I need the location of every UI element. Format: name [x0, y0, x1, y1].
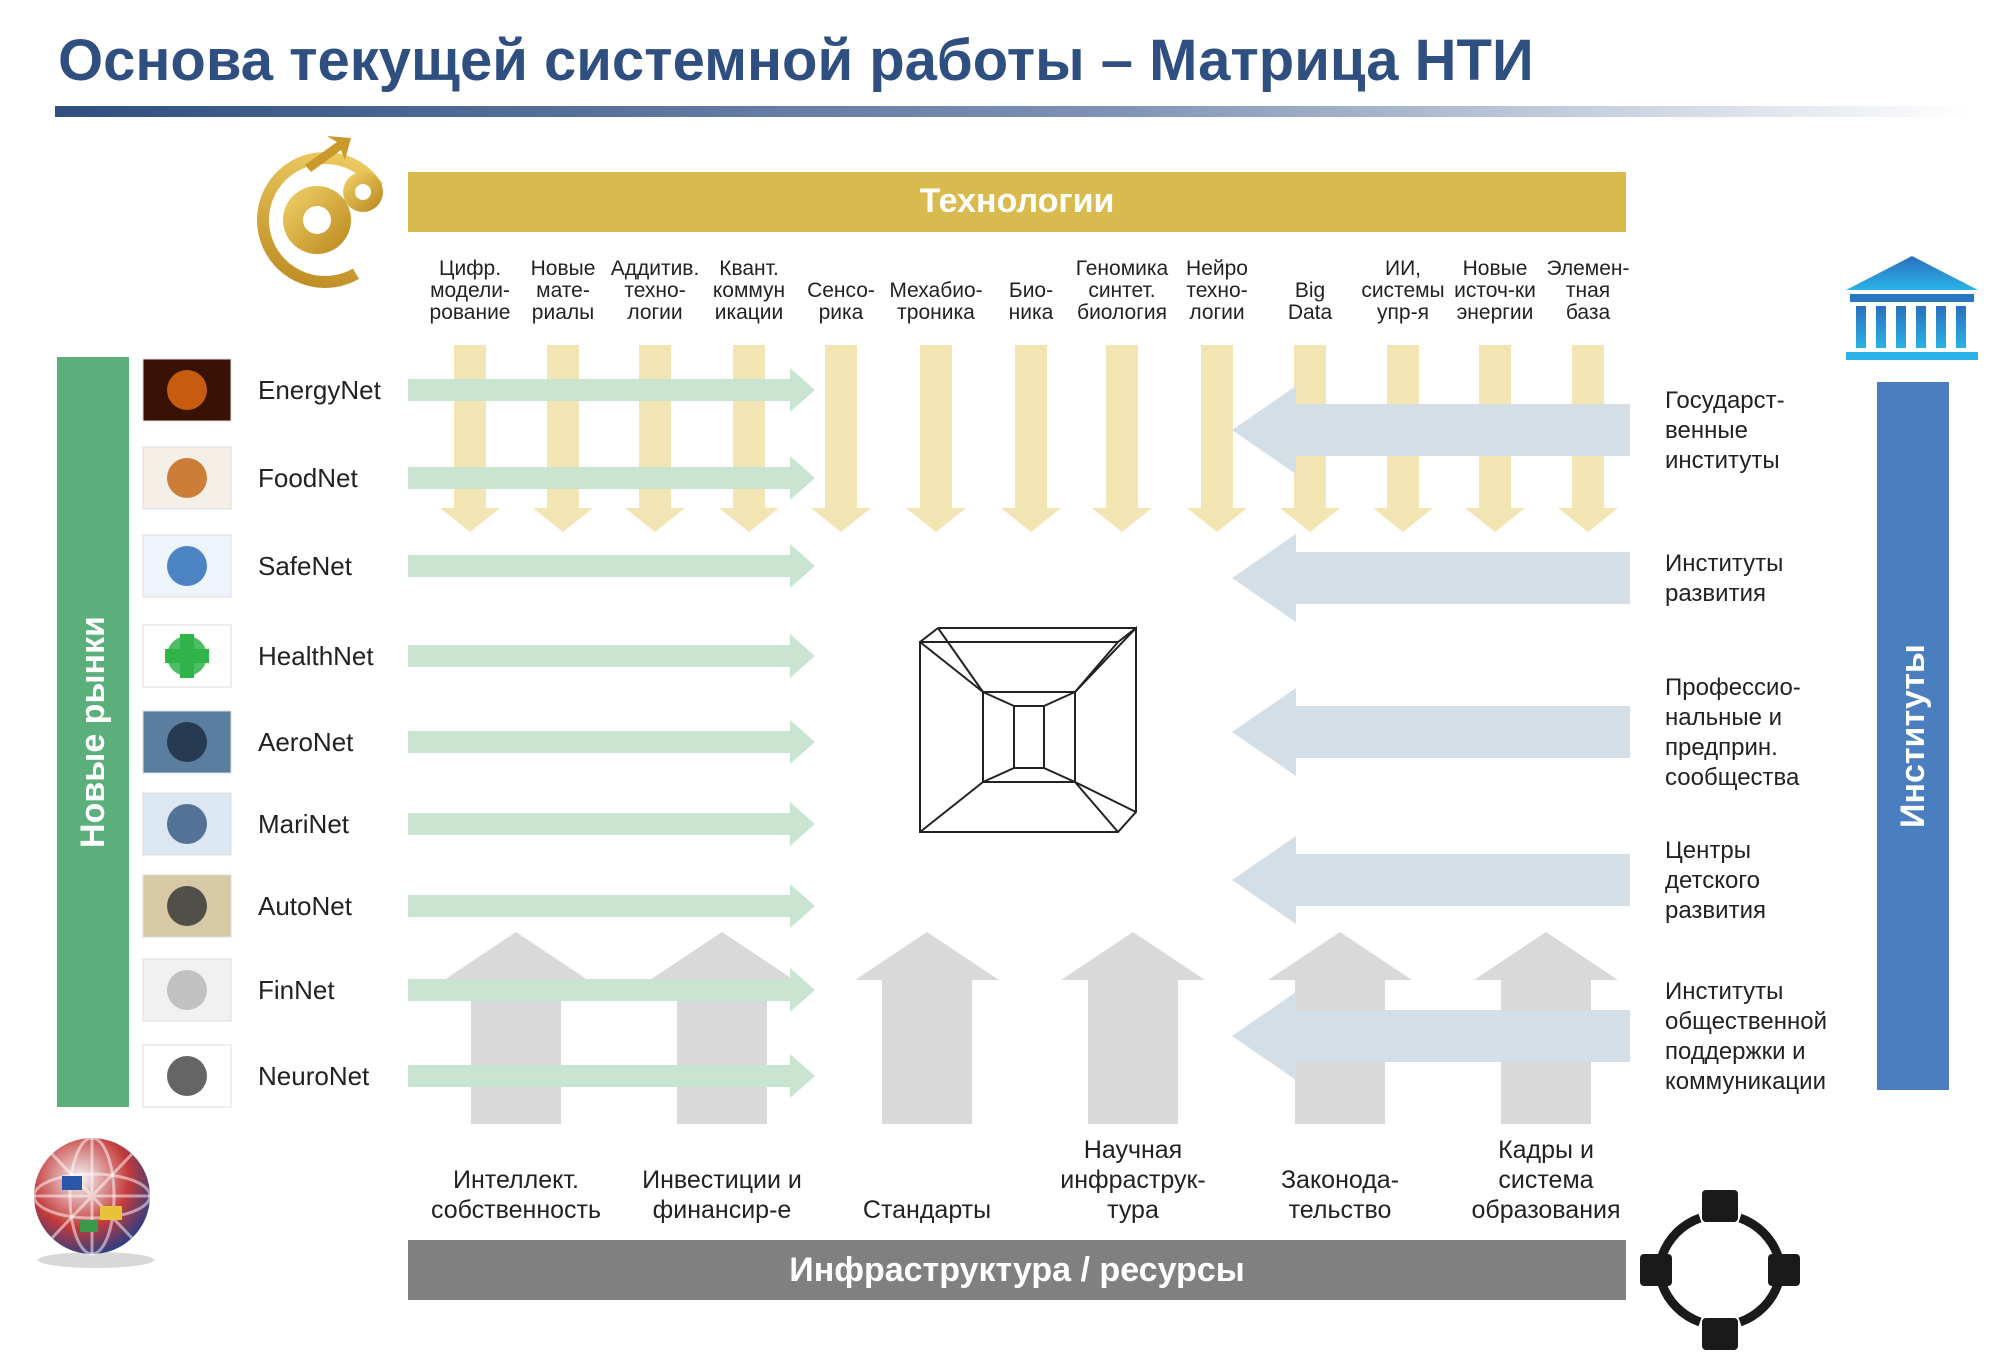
technology-label-line: коммун: [712, 279, 786, 302]
infrastructure-label: [642, 1166, 802, 1224]
technology-label: [713, 257, 785, 324]
infrastructure-header: Инфраструктура / ресурсы: [789, 1251, 1245, 1289]
technology-label-line: Data: [1287, 301, 1333, 324]
building-columns-icon: [1846, 256, 1978, 360]
infrastructure-label-line: собственность: [430, 1196, 602, 1224]
technology-label-line: рика: [818, 301, 864, 324]
title-underline: [55, 106, 1970, 117]
infrastructure-arrow: [650, 932, 794, 1124]
technology-label-line: упр-я: [1377, 301, 1429, 324]
market-arrow: [408, 544, 815, 588]
infrastructure-labels: [431, 1136, 1621, 1224]
institute-label-line: венные: [1665, 417, 1748, 444]
infrastructure-label-line: Интеллект.: [453, 1166, 579, 1194]
technology-label: [1546, 257, 1629, 324]
technology-label: [1454, 257, 1536, 324]
technology-arrow: [1001, 345, 1061, 532]
infrastructure-label-line: образования: [1471, 1196, 1621, 1224]
technology-labels: [430, 257, 1630, 324]
institute-label-line: поддержки и: [1665, 1038, 1806, 1065]
technology-label-line: Квант.: [719, 257, 779, 280]
infrastructure-label-line: система: [1498, 1166, 1594, 1194]
technology-label-line: энергии: [1456, 301, 1534, 324]
infrastructure-label: [1471, 1136, 1620, 1224]
technology-arrow: [906, 345, 966, 532]
technology-arrow: [1092, 345, 1152, 532]
institute-label-line: предприн.: [1665, 734, 1778, 761]
market-arrow: [408, 720, 815, 764]
aeronet-thumbnail-icon: [143, 711, 231, 773]
technology-label-line: база: [1565, 301, 1611, 324]
technology-label-line: ИИ,: [1384, 257, 1422, 280]
neuronet-thumbnail-icon: [143, 1045, 231, 1107]
technologies-header: Технологии: [919, 182, 1115, 220]
market-thumbnails: [143, 359, 231, 1107]
market-arrow: [408, 802, 815, 846]
institute-label-line: коммуникации: [1665, 1068, 1826, 1095]
infrastructure-label-line: Стандарты: [862, 1196, 992, 1224]
technology-arrow: [440, 345, 500, 532]
institute-label-line: сообщества: [1665, 764, 1800, 791]
technology-label: [1076, 257, 1169, 324]
safenet-thumbnail-icon: [143, 535, 231, 597]
infrastructure-label-line: Кадры и: [1498, 1136, 1594, 1164]
energynet-thumbnail-icon: [143, 359, 231, 421]
technology-label-line: системы: [1361, 279, 1445, 302]
technology-label-line: Элемен-: [1546, 257, 1630, 280]
technology-label-line: Big: [1294, 279, 1326, 302]
technology-label-line: тная: [1565, 279, 1611, 302]
network-nodes-icon: [1640, 1190, 1800, 1350]
institute-label: [1665, 674, 1801, 791]
technology-label-line: логии: [1189, 301, 1245, 324]
technology-label-line: Био-: [1008, 279, 1054, 302]
technology-label: [430, 257, 511, 324]
technology-label-line: Новые: [530, 257, 596, 280]
technology-label-line: икации: [714, 301, 784, 324]
infrastructure-arrow: [1061, 932, 1205, 1124]
institute-label: [1665, 387, 1785, 474]
market-label: NeuroNet: [258, 1061, 370, 1091]
institute-label-line: развития: [1665, 580, 1766, 607]
institute-label-line: Профессио-: [1665, 674, 1801, 701]
technology-label-line: Мехабио-: [889, 279, 983, 302]
technology-arrow: [1187, 345, 1247, 532]
technology-label: [1288, 279, 1333, 324]
market-labels: [258, 375, 382, 1091]
technology-label-line: Цифр.: [438, 257, 502, 280]
technology-label-line: ника: [1008, 301, 1054, 324]
autonet-thumbnail-icon: [143, 875, 231, 937]
tesseract-icon: [920, 628, 1136, 832]
technology-label-line: мате-: [536, 279, 590, 302]
technology-label-line: Сенсо-: [807, 279, 875, 302]
technology-label-line: биология: [1077, 301, 1167, 324]
institute-label-line: развития: [1665, 897, 1766, 924]
technology-label-line: источ-ки: [1454, 279, 1536, 302]
page-title: Основа текущей системной работы – Матрица НТИ: [58, 28, 1534, 93]
technology-label: [807, 279, 875, 324]
technology-label-line: логии: [627, 301, 683, 324]
infrastructure-label-line: финансир-е: [652, 1196, 792, 1224]
technology-label: [889, 279, 982, 324]
market-arrows: [408, 368, 815, 1098]
technology-label-line: синтет.: [1088, 279, 1156, 302]
institute-label: [1665, 837, 1766, 924]
gear-arrow-icon: [240, 135, 409, 304]
technology-label-line: Новые: [1462, 257, 1528, 280]
technology-arrow: [719, 345, 779, 532]
infrastructure-arrow: [444, 932, 588, 1124]
technology-label: [1009, 279, 1054, 324]
finnet-thumbnail-icon: [143, 959, 231, 1021]
market-label: AutoNet: [258, 891, 352, 921]
technology-label-line: Аддитив.: [610, 257, 700, 280]
market-label: AeroNet: [258, 727, 354, 757]
institute-label-line: Институты: [1665, 978, 1784, 1005]
technology-label: [611, 257, 700, 324]
institute-label-line: детского: [1665, 867, 1760, 894]
institute-label-line: Центры: [1665, 837, 1751, 864]
market-label: EnergyNet: [258, 375, 381, 405]
institute-label: [1665, 550, 1783, 607]
market-label: SafeNet: [258, 551, 352, 581]
technology-label-line: техно-: [1186, 279, 1248, 302]
technology-label-line: Геномика: [1075, 257, 1169, 280]
technology-arrow: [625, 345, 685, 532]
institute-arrow: [1232, 386, 1630, 474]
institute-label-line: Государст-: [1665, 387, 1785, 414]
technology-label-line: троника: [897, 301, 975, 324]
infrastructure-label: [863, 1196, 991, 1224]
technology-arrow: [811, 345, 871, 532]
technology-label-line: рование: [429, 301, 511, 324]
infrastructure-label-line: тельство: [1288, 1196, 1392, 1224]
infrastructure-label: [1281, 1166, 1399, 1224]
technology-label-line: Нейро: [1186, 257, 1248, 280]
institute-label-line: общественной: [1665, 1008, 1827, 1035]
technology-arrow: [533, 345, 593, 532]
market-arrow: [408, 884, 815, 928]
infrastructure-arrow: [855, 932, 999, 1124]
institutes-header: Институты: [1894, 644, 1932, 828]
institute-arrow: [1232, 688, 1630, 776]
marinet-thumbnail-icon: [143, 793, 231, 855]
technology-label: [531, 257, 596, 324]
globe-flags-icon: [34, 1138, 154, 1268]
institute-labels: [1665, 387, 1827, 1095]
technology-label: [1186, 257, 1248, 324]
infrastructure-label-line: Инвестиции и: [642, 1166, 802, 1194]
healthnet-thumbnail-icon: [143, 625, 231, 687]
technology-label: [1361, 257, 1444, 324]
institute-arrow: [1232, 836, 1630, 924]
technology-label-line: модели-: [430, 279, 510, 302]
technology-label-line: риалы: [531, 301, 595, 324]
foodnet-thumbnail-icon: [143, 447, 231, 509]
markets-header: Новые рынки: [74, 616, 112, 848]
technology-label-line: техно-: [624, 279, 686, 302]
institute-arrow: [1232, 534, 1630, 622]
market-label: FoodNet: [258, 463, 358, 493]
institute-label-line: нальные и: [1665, 704, 1783, 731]
institute-label-line: Институты: [1665, 550, 1784, 577]
market-label: MariNet: [258, 809, 350, 839]
market-label: FinNet: [258, 975, 335, 1005]
infrastructure-label-line: Научная: [1083, 1136, 1183, 1164]
infrastructure-label-line: Законода-: [1280, 1166, 1400, 1194]
infrastructure-label-line: инфраструк-: [1060, 1166, 1206, 1194]
infrastructure-label: [1060, 1136, 1205, 1224]
infrastructure-label: [431, 1166, 601, 1224]
market-arrow: [408, 634, 815, 678]
infrastructure-label-line: тура: [1107, 1196, 1159, 1224]
institute-label: [1665, 978, 1827, 1095]
institute-label-line: институты: [1665, 447, 1780, 474]
market-label: HealthNet: [258, 641, 374, 671]
